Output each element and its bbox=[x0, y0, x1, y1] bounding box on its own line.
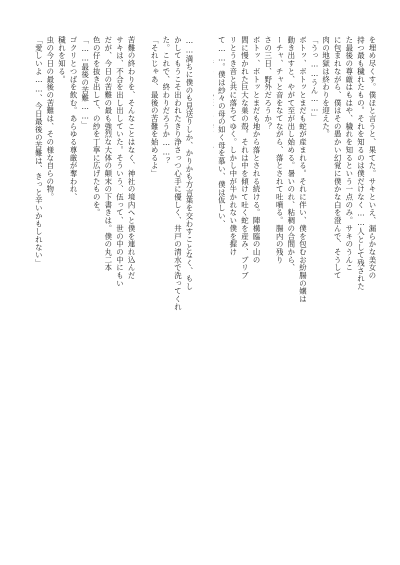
text-line: 持つ最も穢れたもの。それを知るのは僕だけなく……人として残された bbox=[356, 36, 366, 291]
text-line bbox=[213, 36, 216, 536]
text-line: ーチャ、チャと音をなてながら、落とされて吐噴る。腸内の残り bbox=[275, 36, 285, 264]
text-line: だが、今日の苦難の最も強烈な大体の顛末の下書きは。僕の丸二本 bbox=[103, 36, 113, 272]
text-line: かしてもうこそ出われたきり浄さっつ心手に優しく、井戸の清水で洗ってくれ bbox=[173, 36, 183, 311]
text-line: 肉の地獄は終わりを迎えた。 bbox=[321, 36, 331, 139]
text-line: 穢れを知る。 bbox=[57, 36, 67, 84]
text-line: 「うっ……うん……」 bbox=[310, 36, 320, 121]
text-line: 虫の今日の最後の苦難は、その様な自らの物。 bbox=[45, 36, 55, 201]
text-line: て……。僕は紗々の母の如く母を慕い、僕は仮しい、 bbox=[217, 36, 227, 228]
text-line: さの三日、野外だろうか？ bbox=[263, 36, 273, 131]
text-line: ボトッ、ボトッとまだも蛇が産まれる。それに伴い、僕を包むお紛腸の嬢は bbox=[298, 36, 308, 303]
text-line bbox=[137, 36, 149, 536]
text-line: 「それじゃあ、最後の苦難を始めるよ」 bbox=[150, 36, 160, 178]
text-line: 苦難の終わりを、そんなことはなく、神社の境内へと僕を連れ込んだ bbox=[127, 36, 137, 280]
text-line: 間に慢かれた巨大な巣の殻。それは中を傾けて吐く蛇を産み、ブリブ bbox=[240, 36, 250, 280]
text-line: た。これで、終わりだろうか……？ bbox=[161, 36, 171, 165]
text-line: サキは、不合を出し出していた。そういう、伍って、世の中の中にもい bbox=[115, 36, 125, 288]
text-line: 動き出すと、やがて至が出し始める。暑いのれ、粘稠の合間から、 bbox=[286, 36, 296, 272]
text-line bbox=[25, 36, 33, 536]
text-line: を埋め尽くす。僕ほと言うと、果てた。サキといえ、漏らかな美女の bbox=[368, 36, 377, 280]
text-line: リとうき音と共に落ちてゆく。しかし中が牛かれない僕を握け bbox=[228, 36, 238, 256]
text-line: 色の仔を抜き出して、の紗を丁寧に広げたものを。 bbox=[92, 36, 102, 217]
text-line: ……満ちに僕のも見送りしか、かりかも方言葉を交わすことなく、もし bbox=[185, 36, 194, 291]
left-text-column bbox=[25, 36, 195, 536]
text-line: 「……最後の苦難……」 bbox=[80, 36, 90, 129]
text-line: 「愛しいよ……、今日最後の苦難は、きっと辛いかもしれない」 bbox=[34, 36, 44, 267]
text-line: に包まれながら、僕はその愚かい幻覚に僕かな白を澄んで、そうして bbox=[333, 36, 343, 280]
text-line: た最後の尊厳はもはや、穢れを知るという一点のみ。サキのうんこ bbox=[344, 36, 354, 272]
text-line: ゴクリとつばを飲む。あらゆる尊厳が奪われ、 bbox=[69, 36, 79, 201]
text-line: ボトッ、ボトッとまだも地から落とされる続ける。陣構臨の山の bbox=[252, 36, 262, 264]
right-text-column bbox=[213, 36, 378, 536]
